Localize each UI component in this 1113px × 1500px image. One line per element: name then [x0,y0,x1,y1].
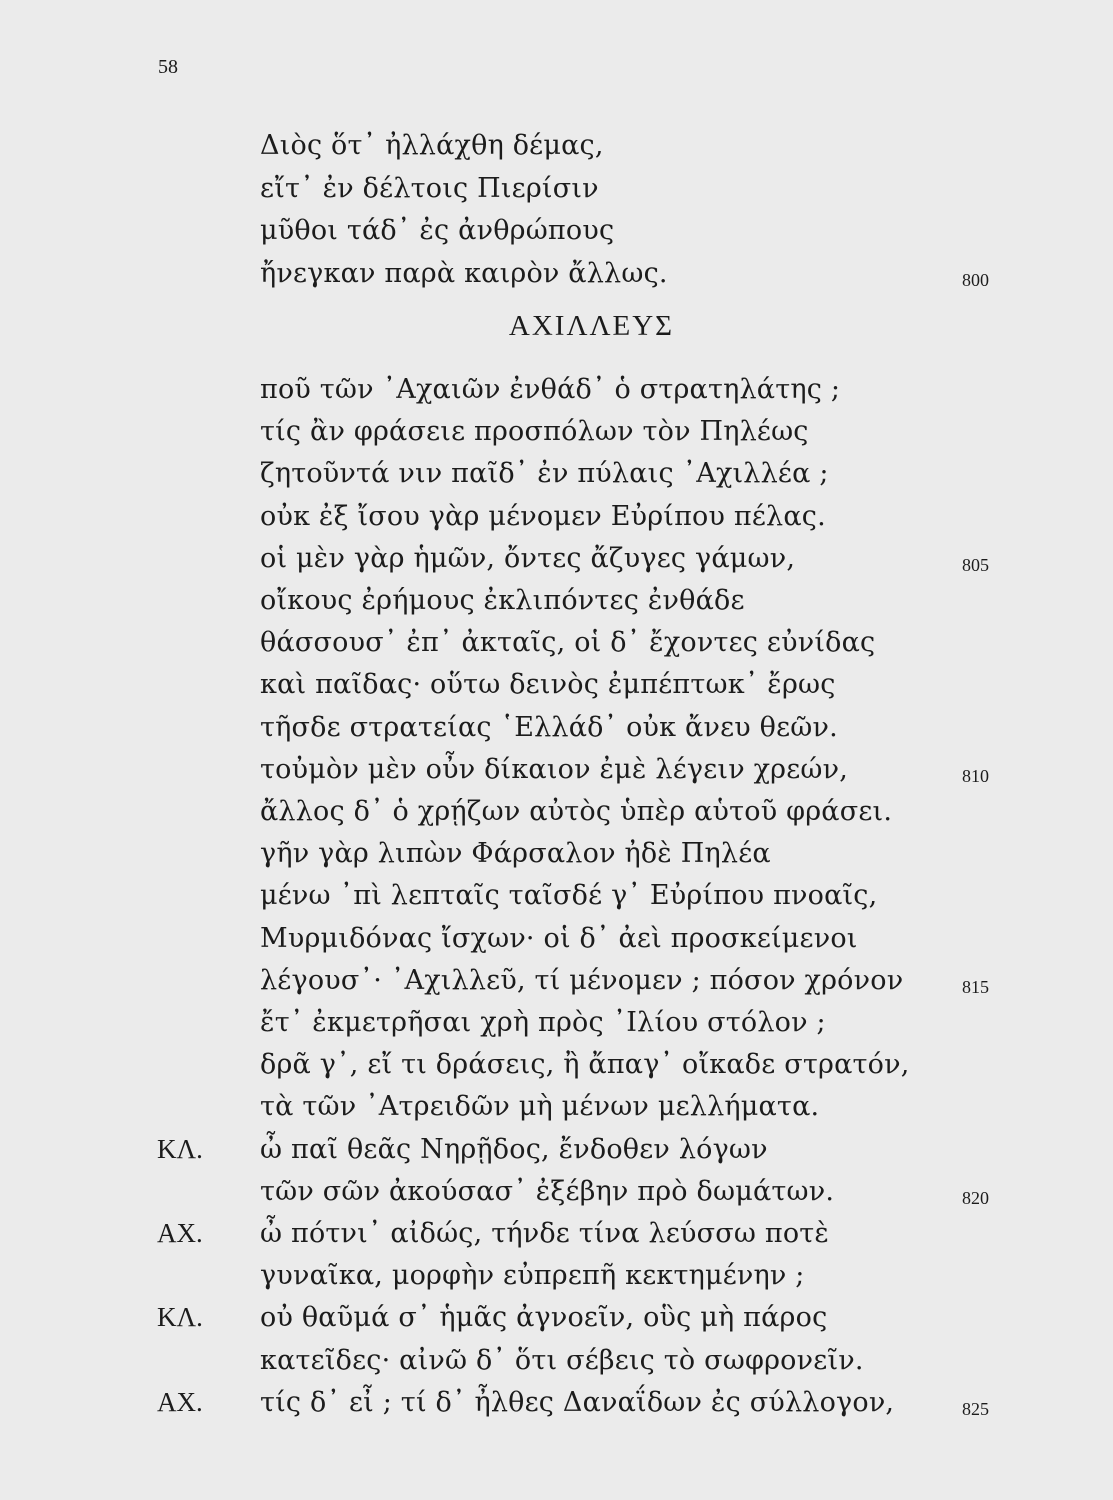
verse-line [0,1383,1113,1423]
verse-line [0,1003,1113,1043]
line-number: 810 [962,765,989,786]
verse-line [0,708,1113,748]
verse-text: οἴκους ἐρήμους ἐκλιπόντες ἐνθάδε [260,585,745,616]
verse-text: δρᾶ γ᾽, εἴ τι δράσεις, ἢ ἄπαγ᾽ οἴκαδε στρατόν, [260,1049,910,1081]
verse-line [0,792,1113,832]
speaker-label: ΚΛ. [157,1133,203,1164]
verse-text: γῆν γὰρ λιπὼν Φάρσαλον ἠδὲ Πηλέα [260,838,771,870]
verse-line [0,211,1113,251]
line-number: 820 [962,1187,989,1208]
verse-line [0,126,1113,166]
verse-line [0,1130,1113,1170]
verse-text: τίς δ᾽ εἶ ; τί δ᾽ ἦλθες Δαναΐδων ἐς σύλλογον, [260,1386,895,1418]
verse-line [0,750,1113,790]
verse-text: τοὐμὸν μὲν οὖν δίκαιον ἐμὲ λέγειν χρεών, [260,753,849,785]
verse-line [0,497,1113,537]
verse-text: ἄλλος δ᾽ ὁ χρῄζων αὐτὸς ὑπὲρ αὑτοῦ φράσει. [260,796,893,827]
verse-line [0,454,1113,494]
verse-text: εἴτ᾽ ἐν δέλτοις Πιερίσιν [260,172,599,204]
verse-line [0,1341,1113,1381]
verse-text: ἤνεγκαν παρὰ καιρὸν ἄλλως. [260,257,668,289]
verse-text: Μυρμιδόνας ἴσχων· οἱ δ᾽ ἀεὶ προσκείμενοι [260,922,858,954]
verse-text: ζητοῦντά νιν παῖδ᾽ ἐν πύλαις ᾽Αχιλλέα ; [260,458,829,490]
speaker-label: ΑΧ. [157,1218,203,1248]
verse-line [0,876,1113,916]
verse-text: τῆσδε στρατείας ῾Ελλάδ᾽ οὐκ ἄνευ θεῶν. [260,711,838,743]
verse-text: οὐ θαῦμά σ᾽ ἡμᾶς ἀγνοεῖν, οὓς μὴ πάρος [260,1302,828,1334]
line-number: 800 [962,269,989,290]
verse-line [0,1045,1113,1085]
verse-text: μένω ᾽πὶ λεπταῖς ταῖσδέ γ᾽ Εὐρίπου πνοαῖς, [260,880,878,912]
verse-line [0,1087,1113,1127]
verse-line [0,539,1113,579]
verse-line [0,1214,1113,1254]
page-number: 58 [158,56,178,78]
line-number: 805 [962,554,989,575]
verse-text: κατεῖδες· αἰνῶ δ᾽ ὅτι σέβεις τὸ σωφρονεῖν. [260,1344,864,1376]
verse-line [0,919,1113,959]
verse-line [0,665,1113,705]
verse-text: Διὸς ὅτ᾽ ἠλλάχθη δέμας, [260,130,604,161]
verse-text: καὶ παῖδας· οὕτω δεινὸς ἐμπέπτωκ᾽ ἔρως [260,669,836,701]
verse-text: τῶν σῶν ἀκούσασ᾽ ἐξέβην πρὸ δωμάτων. [260,1175,835,1207]
verse-line [0,1298,1113,1338]
verse-line [0,623,1113,663]
verse-text: ποῦ τῶν ᾽Αχαιῶν ἐνθάδ᾽ ὁ στρατηλάτης ; [260,374,841,405]
verse-text: γυναῖκα, μορφὴν εὐπρεπῆ κεκτημένην ; [260,1260,805,1292]
verse-line [0,370,1113,410]
section-heading: ΑΧΙΛΛΕΥΣ [508,310,675,342]
verse-line [0,1256,1113,1296]
verse-text: λέγουσ᾽· ᾽Αχιλλεῦ, τί μένομεν ; πόσον χρόνον [260,964,904,996]
verse-text: θάσσουσ᾽ ἐπ᾽ ἀκταῖς, οἱ δ᾽ ἔχοντες εὐνίδας [260,627,876,659]
speaker-label: ΑΧ. [157,1386,203,1417]
verse-line [0,834,1113,874]
verse-text: οἱ μὲν γὰρ ἡμῶν, ὄντες ἄζυγες γάμων, [260,542,796,574]
verse-line [0,412,1113,452]
verse-line [0,961,1113,1001]
verse-text: ἔτ᾽ ἐκμετρῆσαι χρὴ πρὸς ᾽Ιλίου στόλον ; [260,1007,826,1038]
verse-text: μῦθοι τάδ᾽ ἐς ἀνθρώπους [260,215,615,246]
verse-text: ὦ παῖ θεᾶς Νηρῇδος, ἔνδοθεν λόγων [260,1133,768,1165]
verse-line [0,169,1113,209]
verse-line [0,581,1113,621]
verse-line [0,254,1113,294]
verse-text: τὰ τῶν ᾽Ατρειδῶν μὴ μένων μελλήματα. [260,1091,820,1123]
verse-line [0,1172,1113,1212]
verse-text: τίς ἂν φράσειε προσπόλων τὸν Πηλέως [260,416,809,448]
line-number: 815 [962,976,989,997]
line-number: 825 [962,1398,989,1419]
verse-text: ὦ πότνι᾽ αἰδώς, τήνδε τίνα λεύσσω ποτὲ [260,1218,830,1249]
speaker-label: ΚΛ. [157,1302,203,1333]
verse-text: οὐκ ἐξ ἴσου γὰρ μένομεν Εὐρίπου πέλας. [260,500,826,532]
